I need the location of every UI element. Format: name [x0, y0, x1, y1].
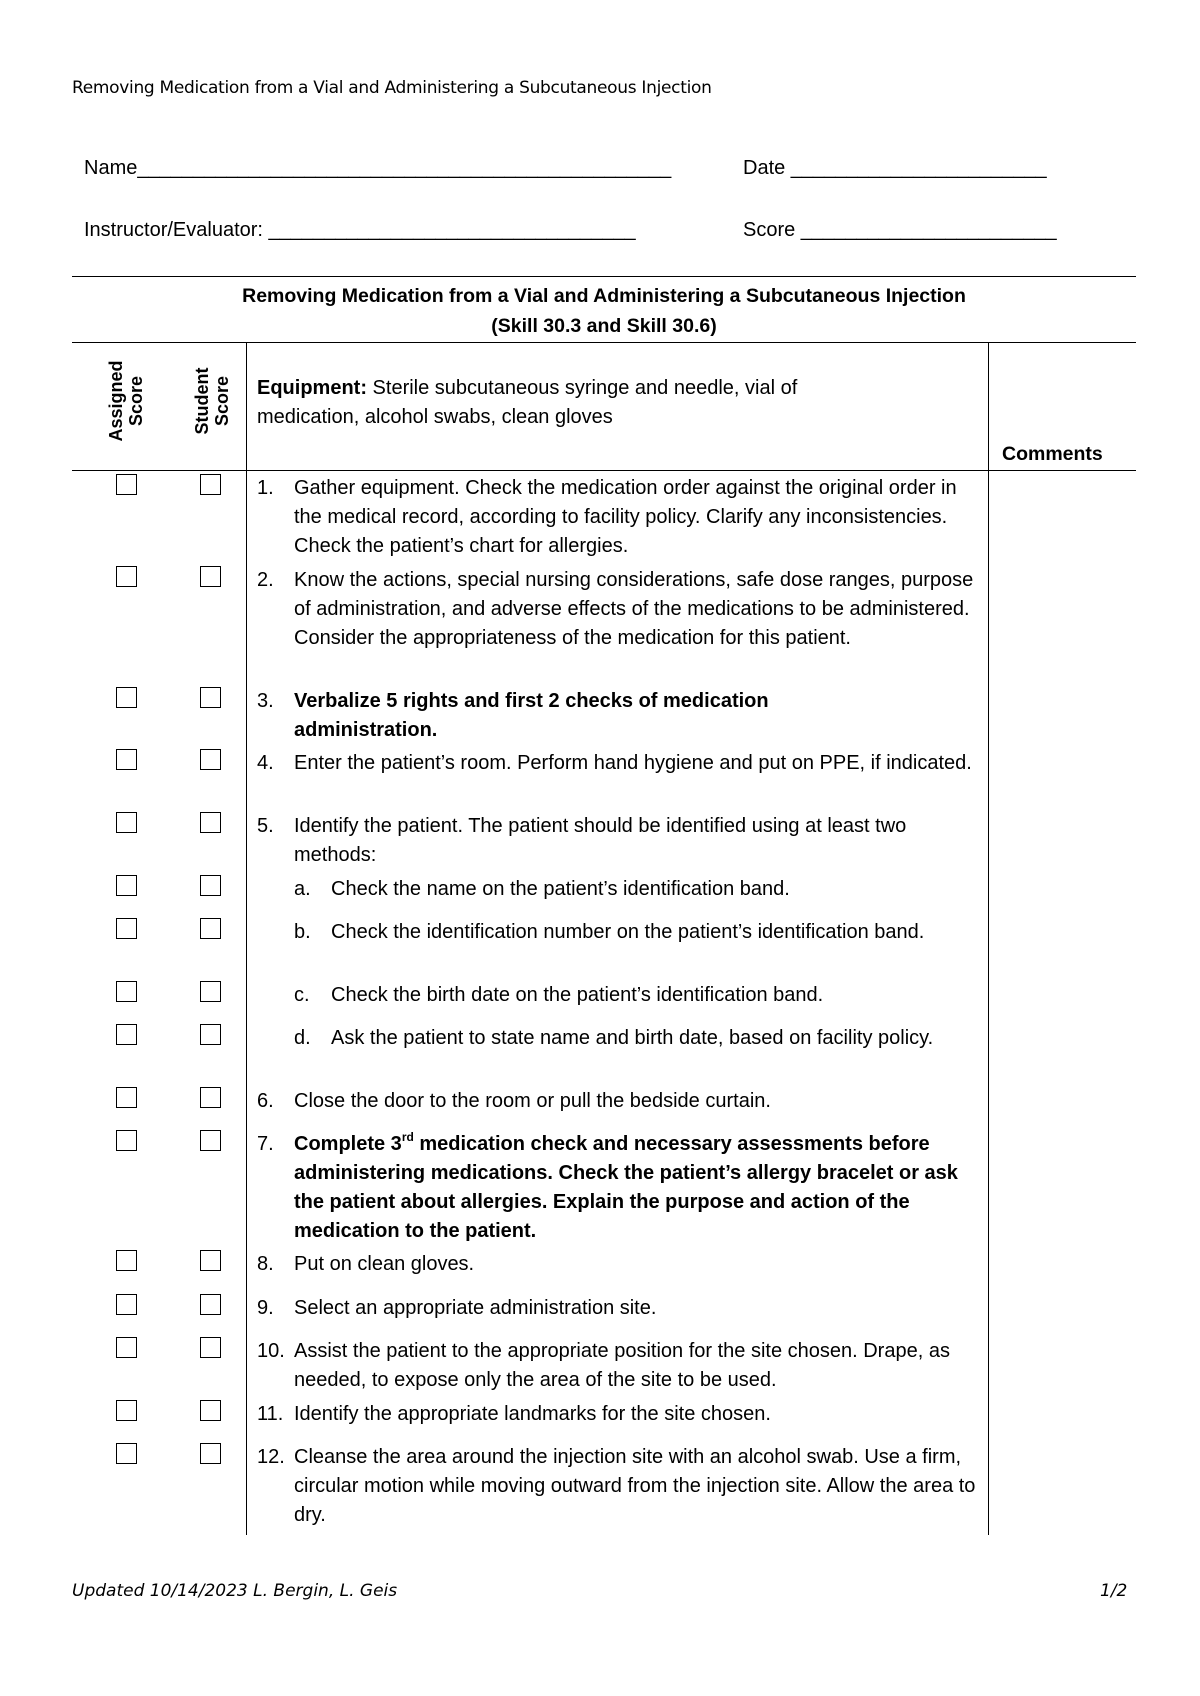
- assigned-checkbox[interactable]: [116, 875, 137, 896]
- assigned-checkbox[interactable]: [116, 918, 137, 939]
- step-text: Ask the patient to state name and birth date, based on facility policy.: [331, 1027, 934, 1049]
- student-checkbox[interactable]: [200, 812, 221, 833]
- step-text: Identify the appropriate landmarks for the site chosen.: [294, 1403, 771, 1425]
- assigned-checkbox[interactable]: [116, 1250, 137, 1271]
- title-top-rule: [72, 276, 1136, 277]
- step-number: 9.: [257, 1297, 274, 1319]
- step-number: 7.: [257, 1133, 274, 1155]
- step-number: 12.: [257, 1446, 285, 1468]
- step-text-part: medication check and necessary assessments before administering medications. Check the patient’s allergy bracelet or ask the patient about allergies. Explain the purpose and action of the medication to the patient.: [294, 1133, 958, 1242]
- student-checkbox[interactable]: [200, 1337, 221, 1358]
- step-number: 5.: [257, 815, 274, 837]
- step-number: 8.: [257, 1253, 274, 1275]
- assigned-checkbox[interactable]: [116, 749, 137, 770]
- student-header-line1: Student: [192, 367, 212, 435]
- student-checkbox[interactable]: [200, 1250, 221, 1271]
- assigned-checkbox[interactable]: [116, 1294, 137, 1315]
- step-number: 1.: [257, 477, 274, 499]
- assigned-checkbox[interactable]: [116, 1337, 137, 1358]
- steps-left-border: [246, 342, 247, 1535]
- step-text: Check the birth date on the patient’s identification band.: [331, 984, 824, 1006]
- step-number: c.: [294, 984, 310, 1006]
- name-date-row: [84, 157, 1047, 180]
- step-text: Enter the patient’s room. Perform hand hygiene and put on PPE, if indicated.: [294, 752, 972, 774]
- step-text: Identify the patient. The patient should be identified using at least two methods:: [294, 815, 907, 866]
- assigned-checkbox[interactable]: [116, 474, 137, 495]
- date-field[interactable]: Date _______________________: [743, 157, 1047, 179]
- assigned-checkbox[interactable]: [116, 566, 137, 587]
- step-number: b.: [294, 921, 311, 943]
- comments-left-border: [988, 342, 989, 1535]
- score-field[interactable]: Score _______________________: [743, 219, 1057, 241]
- assigned-checkbox[interactable]: [116, 981, 137, 1002]
- skill-title: [72, 281, 1136, 341]
- student-checkbox[interactable]: [200, 687, 221, 708]
- assigned-header-line2: Score: [126, 375, 146, 427]
- step-text: Close the door to the room or pull the bedside curtain.: [294, 1090, 771, 1112]
- step-number: 4.: [257, 752, 274, 774]
- student-checkbox[interactable]: [200, 474, 221, 495]
- student-checkbox[interactable]: [200, 1400, 221, 1421]
- document-header: Removing Medication from a Vial and Administering a Subcutaneous Injection: [72, 78, 712, 98]
- student-score-header: [192, 346, 232, 456]
- student-checkbox[interactable]: [200, 1024, 221, 1045]
- student-checkbox[interactable]: [200, 981, 221, 1002]
- step-text-part: Complete 3: [294, 1133, 402, 1155]
- step-number: 2.: [257, 569, 274, 591]
- step-number: 3.: [257, 690, 274, 712]
- step-text: Cleanse the area around the injection site with an alcohol swab. Use a firm, circular motion while moving outward from the injection site. Allow the area to dry.: [294, 1446, 976, 1526]
- student-checkbox[interactable]: [200, 875, 221, 896]
- assigned-checkbox[interactable]: [116, 1087, 137, 1108]
- assigned-score-header: [106, 346, 146, 456]
- instructor-field[interactable]: Instructor/Evaluator: _________________________________: [84, 219, 636, 241]
- skill-title-line2: (Skill 30.3 and Skill 30.6): [491, 315, 717, 337]
- assigned-checkbox[interactable]: [116, 1024, 137, 1045]
- assigned-checkbox[interactable]: [116, 812, 137, 833]
- equipment-label: Equipment:: [257, 377, 367, 399]
- comments-header: Comments: [1002, 443, 1103, 465]
- assigned-checkbox[interactable]: [116, 687, 137, 708]
- footer-updated: Updated 10/14/2023 L. Bergin, L. Geis: [72, 1581, 398, 1601]
- ordinal-suffix: rd: [401, 1130, 414, 1145]
- step-text: [294, 1130, 964, 1246]
- student-checkbox[interactable]: [200, 918, 221, 939]
- step-text: Check the name on the patient’s identification band.: [331, 878, 790, 900]
- student-checkbox[interactable]: [200, 566, 221, 587]
- assigned-checkbox[interactable]: [116, 1130, 137, 1151]
- table-top-rule: [72, 342, 1136, 343]
- step-text: Check the identification number on the patient’s identification band.: [331, 921, 925, 943]
- student-checkbox[interactable]: [200, 749, 221, 770]
- step-text: Know the actions, special nursing considerations, safe dose ranges, purpose of administration, and adverse effects of the medications to be administered. Consider the appropriateness of the medication for this patient.: [294, 569, 974, 649]
- page-number: 1/2: [1100, 1581, 1128, 1601]
- step-text: Put on clean gloves.: [294, 1253, 475, 1275]
- step-text: Gather equipment. Check the medication order against the original order in the medical record, according to facility policy. Clarify any inconsistencies. Check the patient’s chart for allergies.: [294, 477, 957, 557]
- instructor-score-row: [84, 219, 1057, 242]
- step-number: a.: [294, 878, 311, 900]
- assigned-checkbox[interactable]: [116, 1400, 137, 1421]
- assigned-header-line1: Assigned: [106, 360, 126, 442]
- student-checkbox[interactable]: [200, 1130, 221, 1151]
- name-field[interactable]: Name________________________________________________: [84, 157, 672, 179]
- equipment-text: Sterile subcutaneous syringe and needle, vial of medication, alcohol swabs, clean gloves: [257, 377, 798, 428]
- step-number: d.: [294, 1027, 311, 1049]
- skill-title-line1: Removing Medication from a Vial and Administering a Subcutaneous Injection: [242, 285, 966, 307]
- step-number: 10.: [257, 1340, 285, 1362]
- step-number: 11.: [257, 1403, 284, 1425]
- student-checkbox[interactable]: [200, 1087, 221, 1108]
- student-checkbox[interactable]: [200, 1443, 221, 1464]
- header-bottom-rule: [72, 470, 1136, 471]
- assigned-checkbox[interactable]: [116, 1443, 137, 1464]
- step-text: Assist the patient to the appropriate position for the site chosen. Drape, as needed, to expose only the area of the site to be used.: [294, 1340, 950, 1391]
- step-text: Select an appropriate administration site.: [294, 1297, 657, 1319]
- equipment-list: [257, 374, 897, 432]
- student-header-line2: Score: [212, 375, 232, 427]
- student-checkbox[interactable]: [200, 1294, 221, 1315]
- step-number: 6.: [257, 1090, 274, 1112]
- step-text: Verbalize 5 rights and first 2 checks of medication administration.: [294, 690, 769, 741]
